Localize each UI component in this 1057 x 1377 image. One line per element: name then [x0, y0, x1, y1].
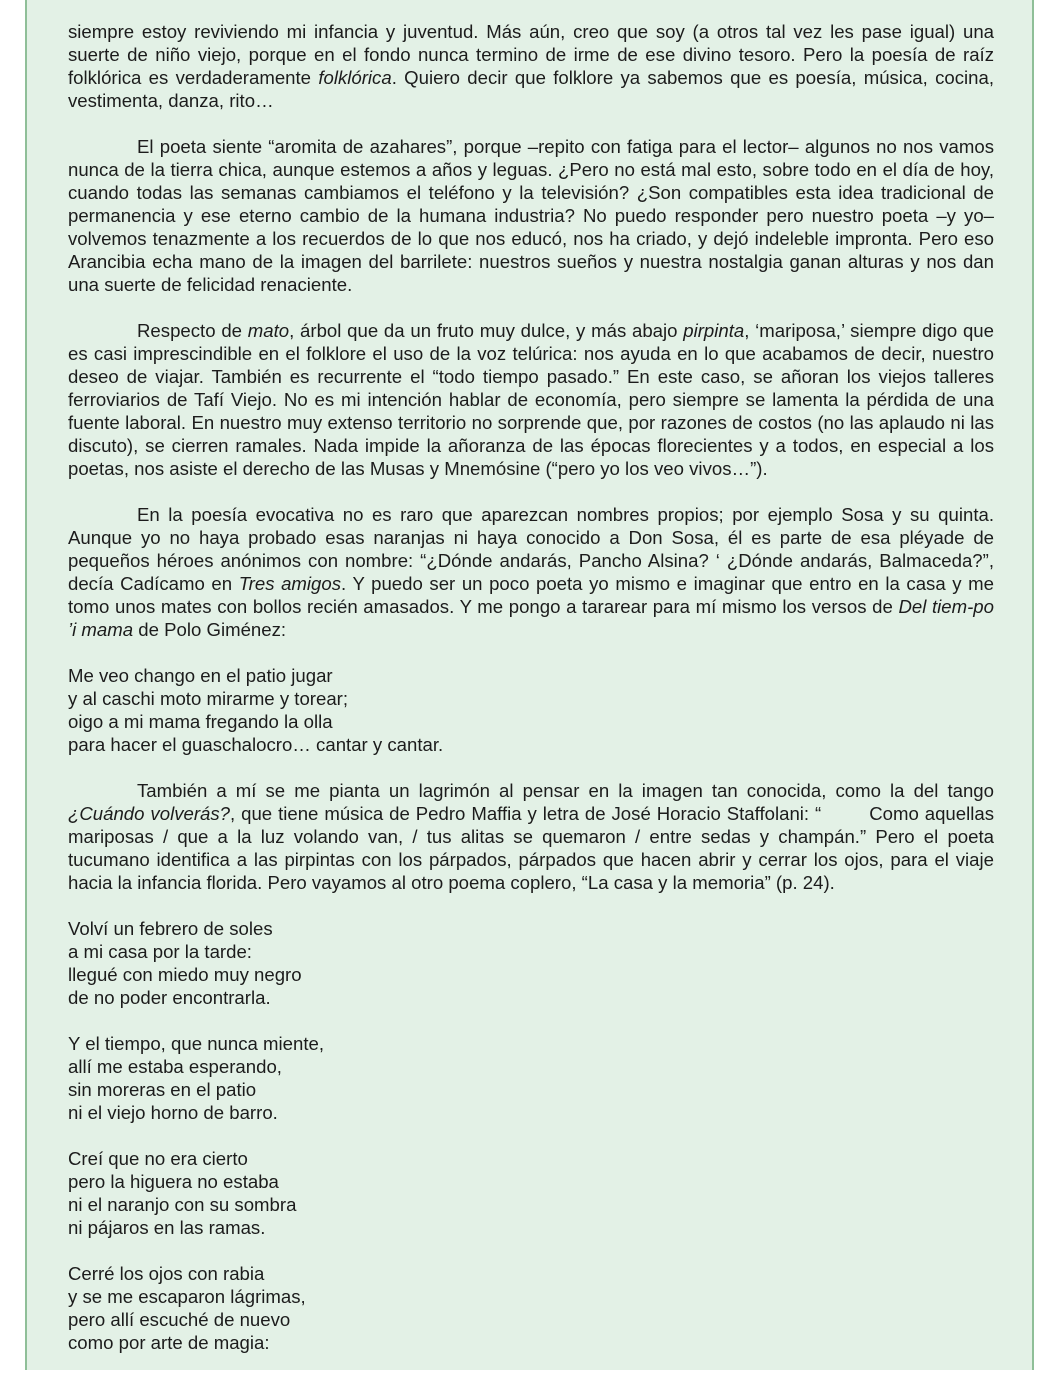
- paragraph-1-text-a: siempre estoy reviviendo mi infancia y juventud. Más aún, creo que soy (a otros tal vez les pase igual) una suerte de niño viejo, porque en el fondo nunca termino de irme de ese divino tesoro. Pero la poesía de raíz folklórica es verdaderamente: [68, 21, 994, 88]
- verse-stanza-5: [68, 1262, 994, 1354]
- paragraph-4-text-c: . Y puedo ser un poco poeta yo mismo e imaginar que entro en la casa y me tomo unos mates con bollos recién amasados. Y me pongo a tararear para mí mismo los versos de: [68, 573, 994, 617]
- paragraph-5: [68, 779, 994, 894]
- verse-line: pero la higuera no estaba: [68, 1171, 279, 1192]
- verse-line: Creí que no era cierto: [68, 1148, 248, 1169]
- paragraph-4-italic-tres-amigos: Tres amigos: [238, 573, 342, 594]
- paragraph-3: [68, 319, 994, 480]
- paragraph-3-text-c: , árbol que da un fruto muy dulce, y más abajo: [289, 320, 684, 341]
- verse-line: de no poder encontrarla.: [68, 987, 271, 1008]
- verse-stanza-3: [68, 1032, 994, 1124]
- verse-line: oigo a mi mama fregando la olla: [68, 711, 333, 732]
- paragraph-1-text-c: . Quiero decir que folklore ya sabemos que es poesía, música, cocina, vestimenta, danza, rito…: [68, 67, 994, 111]
- paragraph-5-italic-cuando-volveras: ¿Cuándo volverás?: [68, 803, 231, 824]
- verse-line: llegué con miedo muy negro: [68, 964, 302, 985]
- paragraph-5-text-d: Como aquellas mariposas / que a la luz volando van, / tus alitas se quemaron / entre sedas y champán.” Pero el poeta tucumano identifica a las pirpintas con los párpados, párpados que hacen abrir y cerrar los ojos, para el viaje hacia la infancia florida. Pero vayamos al otro poema coplero, “La casa y la memoria” (p. 24).: [68, 803, 995, 893]
- document-body: [68, 20, 994, 1377]
- verse-line: y al caschi moto mirarme y torear;: [68, 688, 349, 709]
- verse-line: para hacer el guaschalocro… cantar y cantar.: [68, 734, 444, 755]
- paragraph-1: [68, 20, 994, 112]
- verse-line: ni pájaros en las ramas.: [68, 1217, 266, 1238]
- paragraph-3-text-a: Respecto de: [137, 320, 248, 341]
- verse-stanza-1: [68, 664, 994, 756]
- paragraph-3-italic-pirpinta: pirpinta: [683, 320, 745, 341]
- verse-line: a mi casa por la tarde:: [68, 941, 252, 962]
- paragraph-2: El poeta siente “aromita de azahares”, porque –repito con fatiga para el lector– algunos no nos vamos nunca de la tierra chica, aunque estemos a años y leguas. ¿Pero no está mal esto, sobre todo en el día de hoy, cuando todas las semanas cambiamos el teléfono y la televisión? ¿Son compatibles esta idea tradicional de permanencia y ese eterno cambio de la humana industria? No puedo responder pero nuestro poeta –y yo– volvemos tenazmente a los recuerdos de lo que nos educó, nos ha criado, y dejó indeleble impronta. Pero eso Arancibia echa mano de la imagen del barrilete: nuestros sueños y nuestra nostalgia ganan alturas y nos dan una suerte de felicidad renaciente.: [68, 136, 994, 295]
- verse-line: allí me estaba esperando,: [68, 1056, 282, 1077]
- paragraph-5-text-c: , que tiene música de Pedro Maffia y letra de José Horacio Staffolani: “: [230, 803, 822, 824]
- verse-stanza-2: [68, 917, 994, 1009]
- paragraph-4-text-a: En la poesía evocativa no es raro que aparezcan nombres propios; por ejemplo Sosa y su quinta. Aunque yo no haya probado esas naranjas ni haya conocido a Don Sosa, él es parte de esa pléyade de pequeños héroes anónimos con nombre: “¿Dónde andarás, Pancho Alsina? ‘ ¿Dónde andarás, Balmaceda?”, decía Cadícamo en: [68, 504, 994, 594]
- verse-line: sin moreras en el patio: [68, 1079, 257, 1100]
- paragraph-4: [68, 503, 994, 641]
- paragraph-5-text-a: También a mí se me pianta un lagrimón al pensar en la imagen tan conocida, como la del tango: [137, 780, 994, 801]
- verse-line: Me veo chango en el patio jugar: [68, 665, 333, 686]
- verse-stanza-4: [68, 1147, 994, 1239]
- verse-line: y se me escaparon lágrimas,: [68, 1286, 306, 1307]
- verse-line: como por arte de magia:: [68, 1332, 270, 1353]
- verse-line: Cerré los ojos con rabia: [68, 1263, 265, 1284]
- verse-line: ni el naranjo con su sombra: [68, 1194, 297, 1215]
- verse-line: ni el viejo horno de barro.: [68, 1102, 278, 1123]
- paragraph-4-text-e: de Polo Giménez:: [133, 619, 287, 640]
- paragraph-4-italic-del-tiempo: Del tiem-po ’i mama: [68, 596, 994, 640]
- paragraph-1-italic: folklórica: [318, 67, 392, 88]
- verse-line: pero allí escuché de nuevo: [68, 1309, 291, 1330]
- paragraph-3-italic-mato: mato: [247, 320, 290, 341]
- verse-line: Volví un febrero de soles: [68, 918, 273, 939]
- verse-line: Y el tiempo, que nunca miente,: [68, 1033, 324, 1054]
- paragraph-3-text-e: , ‘mariposa,’ siempre digo que es casi imprescindible en el folklore el uso de la voz telúrica: nos ayuda en lo que acabamos de decir, nuestro deseo de viajar. También es recurrente el “todo tiempo pasado.” En este caso, se añoran los viejos talleres ferroviarios de Tafí Viejo. No es mi intención hablar de economía, pero siempre se lamenta la pérdida de una fuente laboral. En nuestro muy extenso territorio no sorprende que, por razones de costos (no las aplaudo ni las discuto), se cierren ramales. Nada impide la añoranza de las épocas florecientes y a todos, en especial a los poetas, nos asiste el derecho de las Musas y Mnemósine (“pero yo los veo vivos…”).: [68, 320, 994, 479]
